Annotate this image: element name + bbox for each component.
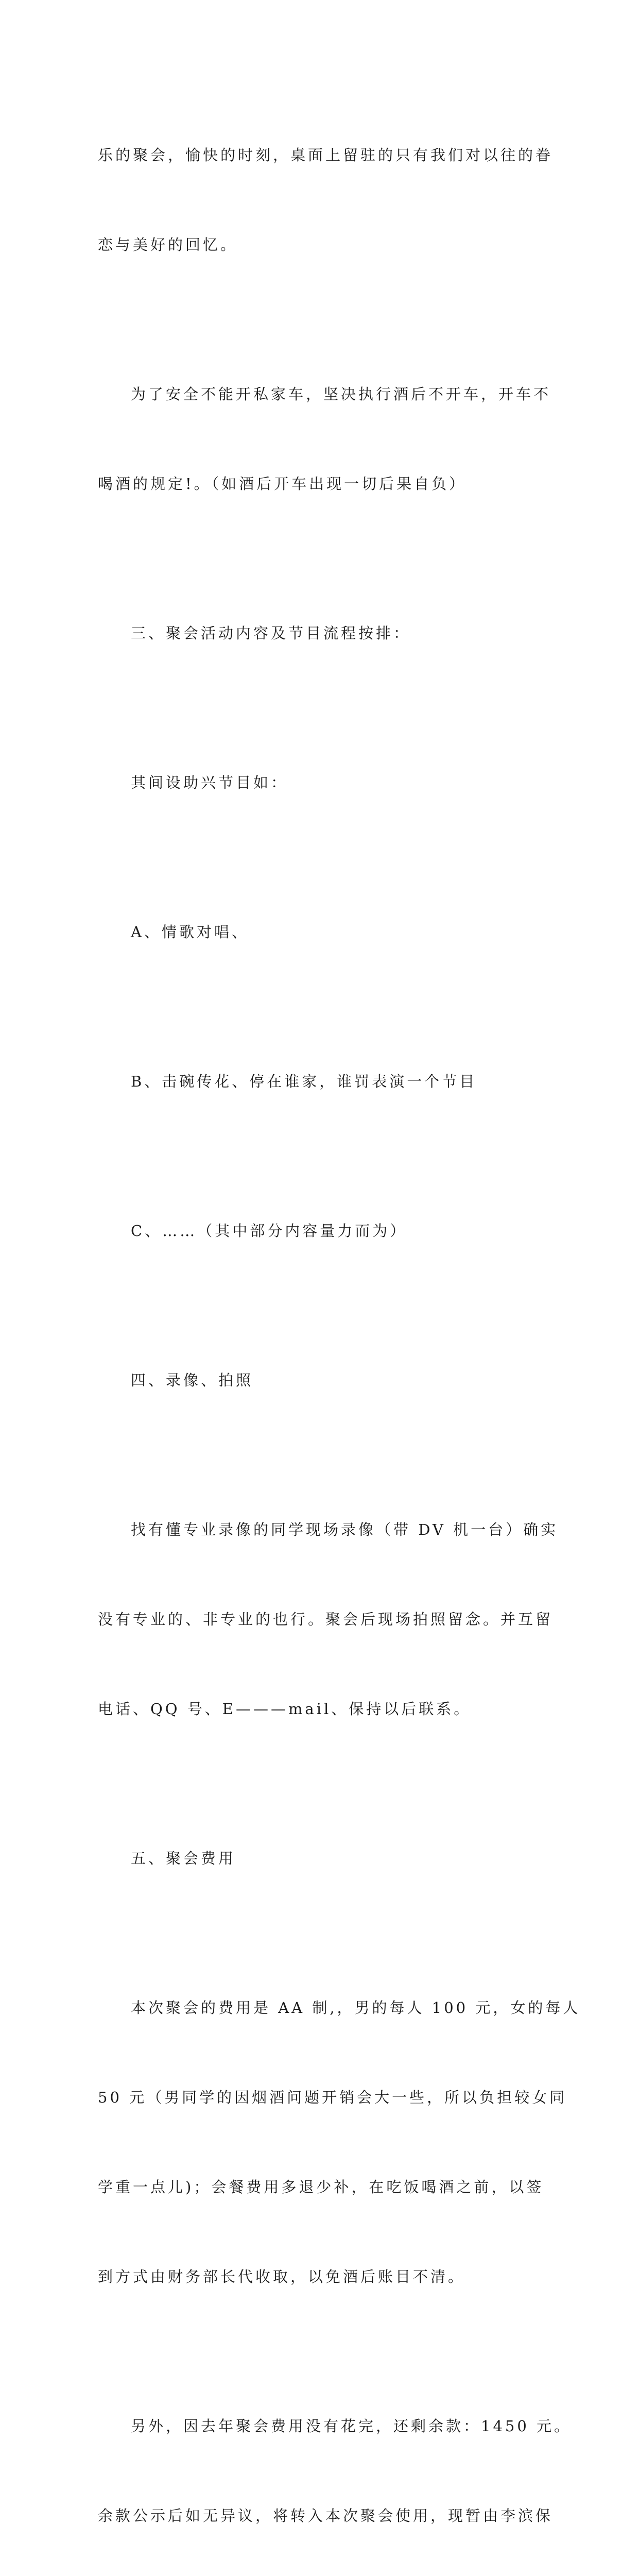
text-line: 没有专业的、非专业的也行。聚会后现场拍照留念。并互留 (98, 1611, 554, 1628)
section-heading-fees (98, 1784, 541, 1933)
text-line: A、情歌对唱、 (131, 923, 249, 941)
text-line: 到方式由财务部长代收取，以免酒后账目不清。 (98, 2268, 466, 2285)
text-line: 学重一点儿)；会餐费用多退少补，在吃饭喝酒之前，以签 (98, 2178, 544, 2196)
text-line: B、击碗传花、停在谁家，谁罚表演一个节目 (131, 1073, 477, 1090)
document-body (98, 80, 581, 2576)
paragraph-safety-rule (98, 319, 551, 558)
text-line: 喝酒的规定!。（如酒后开车出现一切后果自负） (98, 475, 467, 493)
paragraph-program-intro (98, 708, 541, 857)
text-line: 另外，因去年聚会费用没有花完，还剩余款：1450 元。 (131, 2417, 572, 2435)
paragraph-fees (98, 1933, 581, 2351)
text-line: 余款公示后如无异议，将转入本次聚会使用，现暂由李滨保 (98, 2507, 554, 2524)
text-line: 三、聚会活动内容及节目流程按排： (131, 624, 411, 642)
text-line: 为了安全不能开私家车，坚决执行酒后不开车，开车不 (131, 385, 551, 403)
list-item-c (98, 1156, 541, 1306)
text-line: 本次聚会的费用是 AA 制,，男的每人 100 元，女的每人 (131, 1999, 581, 2016)
text-line: 电话、QQ 号、E———mail、保持以后联系。 (98, 1700, 472, 1718)
text-line: 五、聚会费用 (131, 1850, 236, 1867)
section-heading-activities (98, 558, 541, 708)
text-line: 找有懂专业录像的同学现场录像（带 DV 机一台）确实 (131, 1521, 559, 1538)
text-line: 50 元（男同学的因烟酒问题开销会大一些，所以负担较女同 (98, 2089, 567, 2106)
list-item-b (98, 1007, 541, 1156)
text-line: 恋与美好的回忆。 (98, 236, 238, 253)
text-line: C、……（其中部分内容量力而为） (131, 1222, 408, 1240)
text-line: 四、录像、拍照 (131, 1371, 254, 1389)
paragraph-balance (98, 2351, 572, 2576)
paragraph-recording (98, 1455, 559, 1784)
list-item-a (98, 857, 541, 1007)
section-heading-recording (98, 1306, 541, 1455)
text-line: 其间设助兴节目如： (131, 774, 289, 791)
paragraph-continuation (98, 80, 554, 319)
text-line: 乐的聚会，愉快的时刻，桌面上留驻的只有我们对以往的眷 (98, 146, 554, 164)
